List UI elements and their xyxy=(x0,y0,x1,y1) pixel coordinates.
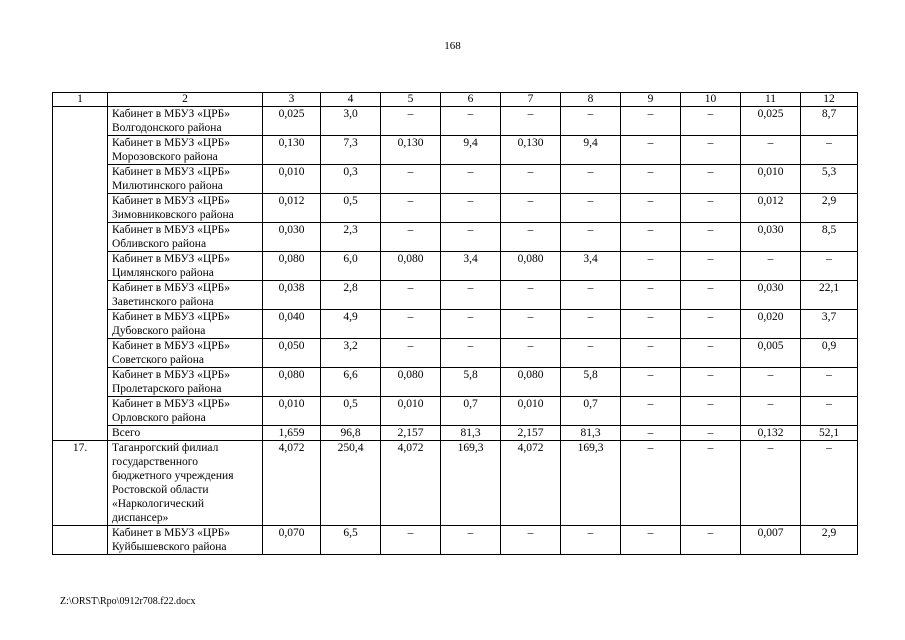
value-cell: – xyxy=(501,339,561,368)
row-name-cell: Кабинет в МБУЗ «ЦРБ» Милютинского района xyxy=(108,165,263,194)
value-cell: 0,130 xyxy=(263,136,321,165)
value-cell: 0,130 xyxy=(501,136,561,165)
value-cell: – xyxy=(741,136,801,165)
value-cell: – xyxy=(741,368,801,397)
value-cell: 169,3 xyxy=(441,441,501,526)
row-name-cell: Кабинет в МБУЗ «ЦРБ» Морозовского района xyxy=(108,136,263,165)
value-cell: 6,6 xyxy=(321,368,381,397)
row-number-cell xyxy=(53,526,108,555)
value-cell: 0,080 xyxy=(263,368,321,397)
row-number-cell xyxy=(53,107,108,136)
value-cell: 4,9 xyxy=(321,310,381,339)
table-row xyxy=(53,310,858,339)
value-cell: – xyxy=(561,281,621,310)
row-name-cell: Кабинет в МБУЗ «ЦРБ» Дубовского района xyxy=(108,310,263,339)
value-cell: 0,010 xyxy=(741,165,801,194)
value-cell: 0,040 xyxy=(263,310,321,339)
value-cell: 2,3 xyxy=(321,223,381,252)
table-row xyxy=(53,107,858,136)
value-cell: – xyxy=(801,368,858,397)
table-row xyxy=(53,194,858,223)
row-number-cell xyxy=(53,136,108,165)
row-number-cell xyxy=(53,397,108,426)
table-row xyxy=(53,526,858,555)
value-cell: – xyxy=(681,526,741,555)
table-row xyxy=(53,136,858,165)
column-header: 10 xyxy=(681,93,741,107)
value-cell: – xyxy=(561,339,621,368)
value-cell: 8,5 xyxy=(801,223,858,252)
value-cell: 6,5 xyxy=(321,526,381,555)
data-table xyxy=(52,92,858,555)
row-number-cell xyxy=(53,223,108,252)
table-row xyxy=(53,223,858,252)
row-name-cell: Кабинет в МБУЗ «ЦРБ» Цимлянского района xyxy=(108,252,263,281)
value-cell: – xyxy=(681,136,741,165)
value-cell: – xyxy=(441,223,501,252)
value-cell: – xyxy=(381,526,441,555)
value-cell: 96,8 xyxy=(321,426,381,441)
value-cell: – xyxy=(621,252,681,281)
value-cell: – xyxy=(381,223,441,252)
value-cell: 2,9 xyxy=(801,526,858,555)
value-cell: – xyxy=(681,426,741,441)
value-cell: 0,050 xyxy=(263,339,321,368)
column-header: 5 xyxy=(381,93,441,107)
row-number-cell xyxy=(53,339,108,368)
table-row xyxy=(53,281,858,310)
value-cell: 0,5 xyxy=(321,194,381,223)
row-number-cell xyxy=(53,281,108,310)
column-header: 1 xyxy=(53,93,108,107)
value-cell: – xyxy=(441,107,501,136)
row-name-cell: Кабинет в МБУЗ «ЦРБ» Заветинского района xyxy=(108,281,263,310)
table-row xyxy=(53,397,858,426)
value-cell: 0,010 xyxy=(263,397,321,426)
column-header: 12 xyxy=(801,93,858,107)
value-cell: 0,030 xyxy=(741,223,801,252)
row-number-cell xyxy=(53,165,108,194)
table-header-row xyxy=(53,93,858,107)
value-cell: – xyxy=(801,397,858,426)
value-cell: – xyxy=(621,368,681,397)
value-cell: – xyxy=(501,107,561,136)
value-cell: – xyxy=(681,281,741,310)
value-cell: 0,030 xyxy=(263,223,321,252)
row-name-cell: Кабинет в МБУЗ «ЦРБ» Орловского района xyxy=(108,397,263,426)
row-name-cell: Кабинет в МБУЗ «ЦРБ» Куйбышевского района xyxy=(108,526,263,555)
value-cell: – xyxy=(621,194,681,223)
value-cell: – xyxy=(621,136,681,165)
value-cell: 0,038 xyxy=(263,281,321,310)
value-cell: 7,3 xyxy=(321,136,381,165)
row-name-cell: Таганрогский филиал государственного бюджетного учреждения Ростовской области «Наркологический диспансер» xyxy=(108,441,263,526)
value-cell: 0,080 xyxy=(501,368,561,397)
value-cell: – xyxy=(621,281,681,310)
value-cell: 1,659 xyxy=(263,426,321,441)
column-header: 11 xyxy=(741,93,801,107)
value-cell: 0,005 xyxy=(741,339,801,368)
footer-file-path: Z:\ORST\Rpo\0912r708.f22.docx xyxy=(60,596,196,607)
value-cell: – xyxy=(381,165,441,194)
row-name-cell: Кабинет в МБУЗ «ЦРБ» Обливского района xyxy=(108,223,263,252)
value-cell: – xyxy=(621,310,681,339)
value-cell: – xyxy=(621,397,681,426)
row-number-cell xyxy=(53,426,108,441)
value-cell: 0,132 xyxy=(741,426,801,441)
value-cell: – xyxy=(681,194,741,223)
value-cell: 0,3 xyxy=(321,165,381,194)
value-cell: – xyxy=(561,223,621,252)
value-cell: – xyxy=(621,339,681,368)
row-name-cell: Всего xyxy=(108,426,263,441)
value-cell: 2,9 xyxy=(801,194,858,223)
value-cell: – xyxy=(501,310,561,339)
value-cell: 81,3 xyxy=(561,426,621,441)
value-cell: – xyxy=(681,107,741,136)
row-name-cell: Кабинет в МБУЗ «ЦРБ» Пролетарского района xyxy=(108,368,263,397)
row-name-cell: Кабинет в МБУЗ «ЦРБ» Волгодонского района xyxy=(108,107,263,136)
value-cell: – xyxy=(621,165,681,194)
value-cell: – xyxy=(561,310,621,339)
value-cell: – xyxy=(441,281,501,310)
value-cell: – xyxy=(681,368,741,397)
value-cell: – xyxy=(741,252,801,281)
value-cell: – xyxy=(501,194,561,223)
value-cell: – xyxy=(441,310,501,339)
value-cell: 0,9 xyxy=(801,339,858,368)
value-cell: – xyxy=(381,194,441,223)
value-cell: – xyxy=(561,165,621,194)
row-number-cell xyxy=(53,310,108,339)
value-cell: 0,130 xyxy=(381,136,441,165)
value-cell: 3,0 xyxy=(321,107,381,136)
row-number-cell: 17. xyxy=(53,441,108,526)
value-cell: – xyxy=(561,107,621,136)
row-name-cell: Кабинет в МБУЗ «ЦРБ» Советского района xyxy=(108,339,263,368)
value-cell: 0,030 xyxy=(741,281,801,310)
value-cell: 0,080 xyxy=(501,252,561,281)
value-cell: 52,1 xyxy=(801,426,858,441)
value-cell: 0,5 xyxy=(321,397,381,426)
value-cell: – xyxy=(561,194,621,223)
value-cell: – xyxy=(681,339,741,368)
value-cell: 3,4 xyxy=(441,252,501,281)
row-number-cell xyxy=(53,252,108,281)
value-cell: – xyxy=(501,223,561,252)
value-cell: 5,8 xyxy=(561,368,621,397)
value-cell: 0,010 xyxy=(263,165,321,194)
value-cell: – xyxy=(801,441,858,526)
value-cell: – xyxy=(621,426,681,441)
value-cell: 0,020 xyxy=(741,310,801,339)
value-cell: – xyxy=(561,526,621,555)
value-cell: 3,4 xyxy=(561,252,621,281)
value-cell: – xyxy=(381,339,441,368)
value-cell: 0,012 xyxy=(741,194,801,223)
row-number-cell xyxy=(53,368,108,397)
value-cell: 0,080 xyxy=(381,368,441,397)
value-cell: – xyxy=(621,223,681,252)
value-cell: 0,025 xyxy=(263,107,321,136)
table-row xyxy=(53,252,858,281)
value-cell: 3,2 xyxy=(321,339,381,368)
value-cell: – xyxy=(501,281,561,310)
value-cell: 3,7 xyxy=(801,310,858,339)
value-cell: 250,4 xyxy=(321,441,381,526)
value-cell: – xyxy=(441,339,501,368)
value-cell: 5,8 xyxy=(441,368,501,397)
value-cell: – xyxy=(381,310,441,339)
value-cell: 0,7 xyxy=(441,397,501,426)
value-cell: – xyxy=(501,526,561,555)
value-cell: – xyxy=(621,526,681,555)
table-row xyxy=(53,339,858,368)
column-header: 6 xyxy=(441,93,501,107)
value-cell: 4,072 xyxy=(381,441,441,526)
value-cell: – xyxy=(621,441,681,526)
page-number: 168 xyxy=(444,40,461,52)
value-cell: 0,010 xyxy=(501,397,561,426)
value-cell: 2,157 xyxy=(501,426,561,441)
value-cell: 0,080 xyxy=(381,252,441,281)
value-cell: 9,4 xyxy=(561,136,621,165)
value-cell: – xyxy=(681,441,741,526)
value-cell: 4,072 xyxy=(501,441,561,526)
value-cell: 2,157 xyxy=(381,426,441,441)
value-cell: – xyxy=(801,136,858,165)
table-row xyxy=(53,368,858,397)
value-cell: 0,012 xyxy=(263,194,321,223)
column-header: 8 xyxy=(561,93,621,107)
value-cell: 0,025 xyxy=(741,107,801,136)
table-body xyxy=(53,93,858,555)
value-cell: 0,010 xyxy=(381,397,441,426)
row-name-cell: Кабинет в МБУЗ «ЦРБ» Зимовниковского района xyxy=(108,194,263,223)
column-header: 9 xyxy=(621,93,681,107)
value-cell: 169,3 xyxy=(561,441,621,526)
value-cell: 0,070 xyxy=(263,526,321,555)
value-cell: 0,7 xyxy=(561,397,621,426)
value-cell: – xyxy=(381,107,441,136)
row-number-cell xyxy=(53,194,108,223)
table-row xyxy=(53,441,858,526)
value-cell: – xyxy=(741,441,801,526)
value-cell: – xyxy=(681,165,741,194)
value-cell: – xyxy=(381,281,441,310)
value-cell: – xyxy=(681,310,741,339)
column-header: 4 xyxy=(321,93,381,107)
value-cell: 81,3 xyxy=(441,426,501,441)
value-cell: – xyxy=(801,252,858,281)
value-cell: – xyxy=(501,165,561,194)
value-cell: 2,8 xyxy=(321,281,381,310)
table-row xyxy=(53,426,858,441)
value-cell: – xyxy=(441,526,501,555)
table-row xyxy=(53,165,858,194)
value-cell: – xyxy=(621,107,681,136)
value-cell: – xyxy=(681,252,741,281)
value-cell: 0,007 xyxy=(741,526,801,555)
column-header: 3 xyxy=(263,93,321,107)
column-header: 7 xyxy=(501,93,561,107)
column-header: 2 xyxy=(108,93,263,107)
value-cell: – xyxy=(681,397,741,426)
value-cell: – xyxy=(441,194,501,223)
value-cell: – xyxy=(741,397,801,426)
value-cell: 8,7 xyxy=(801,107,858,136)
value-cell: – xyxy=(681,223,741,252)
value-cell: 4,072 xyxy=(263,441,321,526)
value-cell: 9,4 xyxy=(441,136,501,165)
value-cell: 6,0 xyxy=(321,252,381,281)
value-cell: – xyxy=(441,165,501,194)
value-cell: 5,3 xyxy=(801,165,858,194)
value-cell: 22,1 xyxy=(801,281,858,310)
value-cell: 0,080 xyxy=(263,252,321,281)
